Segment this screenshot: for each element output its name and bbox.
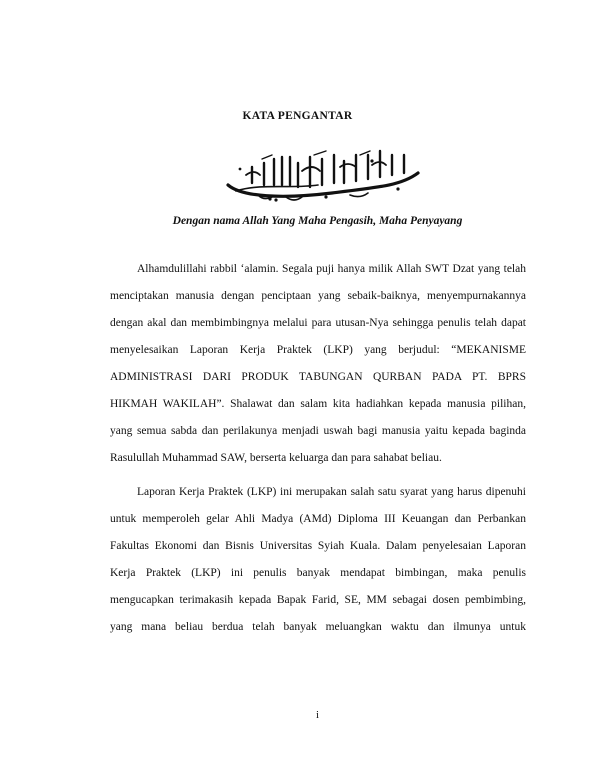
paragraph-line: untuk memperoleh gelar Ahli Madya (AMd) Diploma III Keuangan dan Perbankan [110,513,526,525]
paragraph-line: yang semua sabda dan perilakunya menjadi uswah bagi manusia yaitu kepada baginda [110,425,526,437]
paragraph-line: Fakultas Ekonomi dan Bisnis Universitas Syiah Kuala. Dalam penyelesaian Laporan [110,540,526,552]
paragraph-line: mengucapkan terimakasih kepada Bapak Farid, SE, MM sebagai dosen pembimbing, [110,594,526,606]
paragraph-line: ADMINISTRASI DARI PRODUK TABUNGAN QURBAN PADA PT. BPRS [110,371,526,383]
paragraph-line: yang mana beliau berdua telah banyak meluangkan waktu dan ilmunya untuk [110,621,526,633]
paragraph-line: menciptakan manusia dengan penciptaan yang sebaik-baiknya, menyempurnakannya [110,290,526,302]
basmala-calligraphy-image [222,145,422,205]
basmala-translation: Dengan nama Allah Yang Maha Pengasih, Maha Penyayang [172,215,463,227]
paragraph-line: dengan akal dan membimbingnya melalui para utusan-Nya sehingga penulis telah dapat [110,317,526,329]
page-number: i [315,709,320,721]
paragraph-line: HIKMAH WAKILAH”. Shalawat dan salam kita hadiahkan kepada manusia pilihan, [110,398,526,410]
paragraph-line: Laporan Kerja Praktek (LKP) ini merupakan salah satu syarat yang harus dipenuhi [137,486,526,498]
paragraph-line: Kerja Praktek (LKP) ini penulis banyak mendapat bimbingan, maka penulis [110,567,526,579]
foreword-body [110,259,526,644]
page-title: KATA PENGANTAR [242,110,353,122]
paragraph-line: Alhamdulillahi rabbil ‘alamin. Segala puji hanya milik Allah SWT Dzat yang telah [137,263,526,275]
paragraph-line: menyelesaikan Laporan Kerja Praktek (LKP) yang berjudul: “MEKANISME [110,344,526,356]
paragraph-line: Rasulullah Muhammad SAW, berserta keluarga dan para sahabat beliau. [110,452,442,464]
